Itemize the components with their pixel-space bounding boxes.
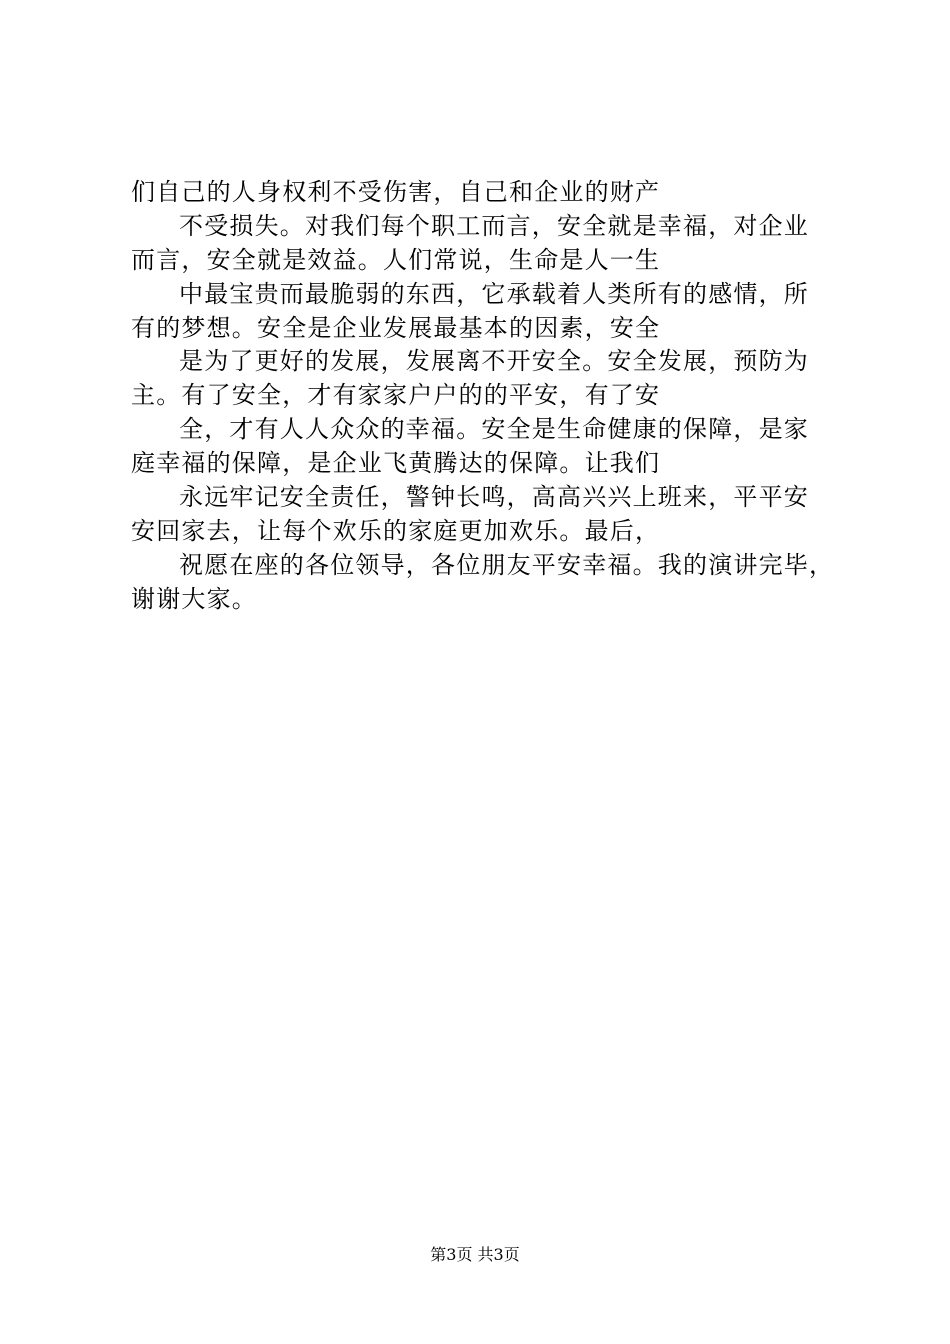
- speech-body: [131, 176, 835, 617]
- text-line: 有的梦想。安全是企业发展最基本的因素，安全: [131, 313, 661, 342]
- text-line: 祝愿在座的各位领导，各位朋友平安幸福。我的演讲完毕，: [179, 550, 835, 579]
- text-line: 中最宝贵而最脆弱的东西，它承载着人类所有的感情，所: [179, 279, 809, 308]
- text-line: 主。有了安全，才有家家户户的的平安，有了安: [131, 381, 661, 410]
- text-line: 庭幸福的保障，是企业飞黄腾达的保障。让我们: [131, 449, 661, 478]
- text-line: 谢谢大家。: [131, 584, 257, 613]
- text-line: 安回家去，让每个欢乐的家庭更加欢乐。最后，: [131, 516, 661, 545]
- text-line: 是为了更好的发展，发展离不开安全。安全发展，预防为: [179, 347, 809, 376]
- text-line: 全，才有人人众众的幸福。安全是生命健康的保障，是家: [179, 415, 809, 444]
- page-number-footer: 第3页 共3页: [430, 1245, 520, 1264]
- text-line: 永远牢记安全责任，警钟长鸣，高高兴兴上班来，平平安: [179, 483, 809, 512]
- text-line: 们自己的人身权利不受伤害，自己和企业的财产: [131, 178, 661, 206]
- text-line: 不受损失。对我们每个职工而言，安全就是幸福，对企业: [179, 211, 809, 240]
- text-line: 而言，安全就是效益。人们常说，生命是人一生: [131, 245, 661, 274]
